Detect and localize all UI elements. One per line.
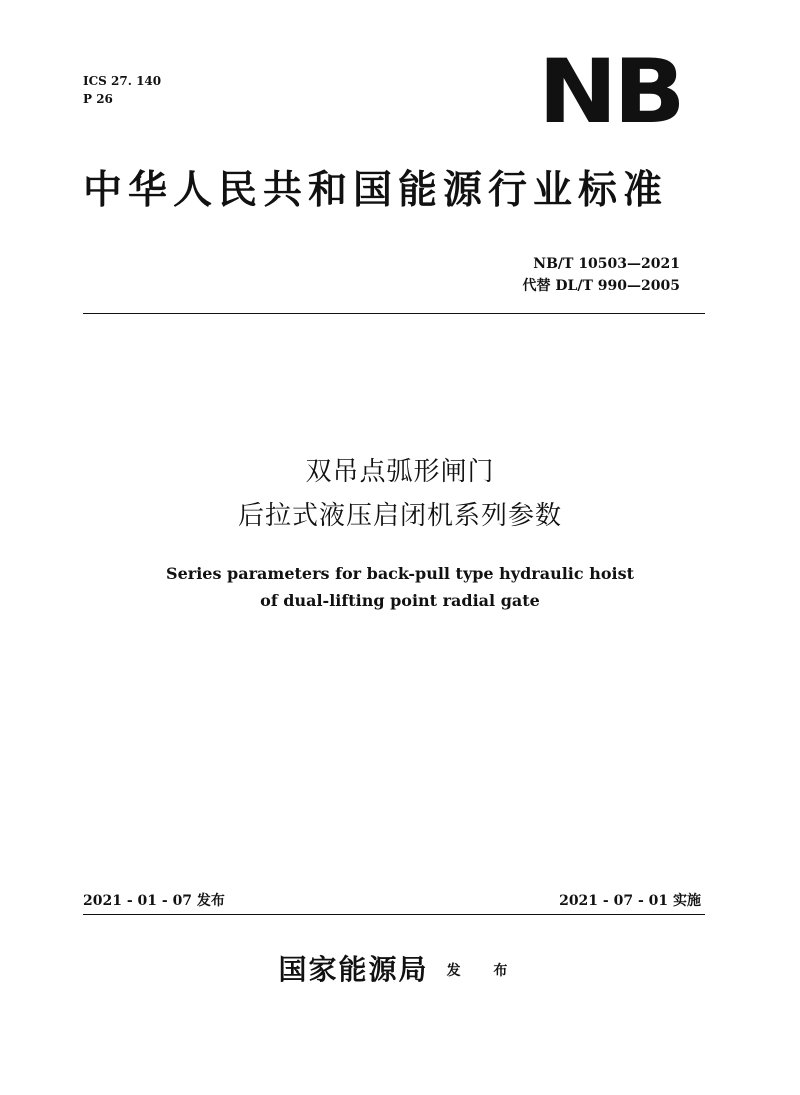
implementation-date: 2021 - 07 - 01 实施 xyxy=(559,893,701,909)
chinese-title-line-2: 后拉式液压启闭机系列参数 xyxy=(237,501,562,531)
publisher xyxy=(0,948,800,988)
chinese-title xyxy=(0,450,800,538)
issue-date: 2021 - 01 - 07 发布 xyxy=(83,893,225,909)
standard-number: NB/T 10503—2021 xyxy=(533,256,680,272)
bottom-divider xyxy=(83,914,705,915)
nb-logo: NB xyxy=(538,40,682,143)
english-title-line-2: of dual-lifting point radial gate xyxy=(260,591,540,610)
english-title-line-1: Series parameters for back-pull type hydraulic hoist xyxy=(166,564,634,583)
ics-code: ICS 27. 140 xyxy=(83,74,162,88)
standard-replaces: 代替 DL/T 990—2005 xyxy=(522,278,680,294)
publisher-name: 国家能源局 xyxy=(278,953,429,986)
top-divider xyxy=(83,313,705,314)
classification-codes xyxy=(83,72,161,108)
english-title xyxy=(0,560,800,614)
org-title: 中华人民共和国能源行业标准 xyxy=(83,167,669,213)
publisher-verb: 发 布 xyxy=(446,963,522,979)
standard-code-block xyxy=(523,253,680,297)
ccs-code: P 26 xyxy=(83,92,113,106)
chinese-title-line-1: 双吊点弧形闸门 xyxy=(305,457,495,487)
